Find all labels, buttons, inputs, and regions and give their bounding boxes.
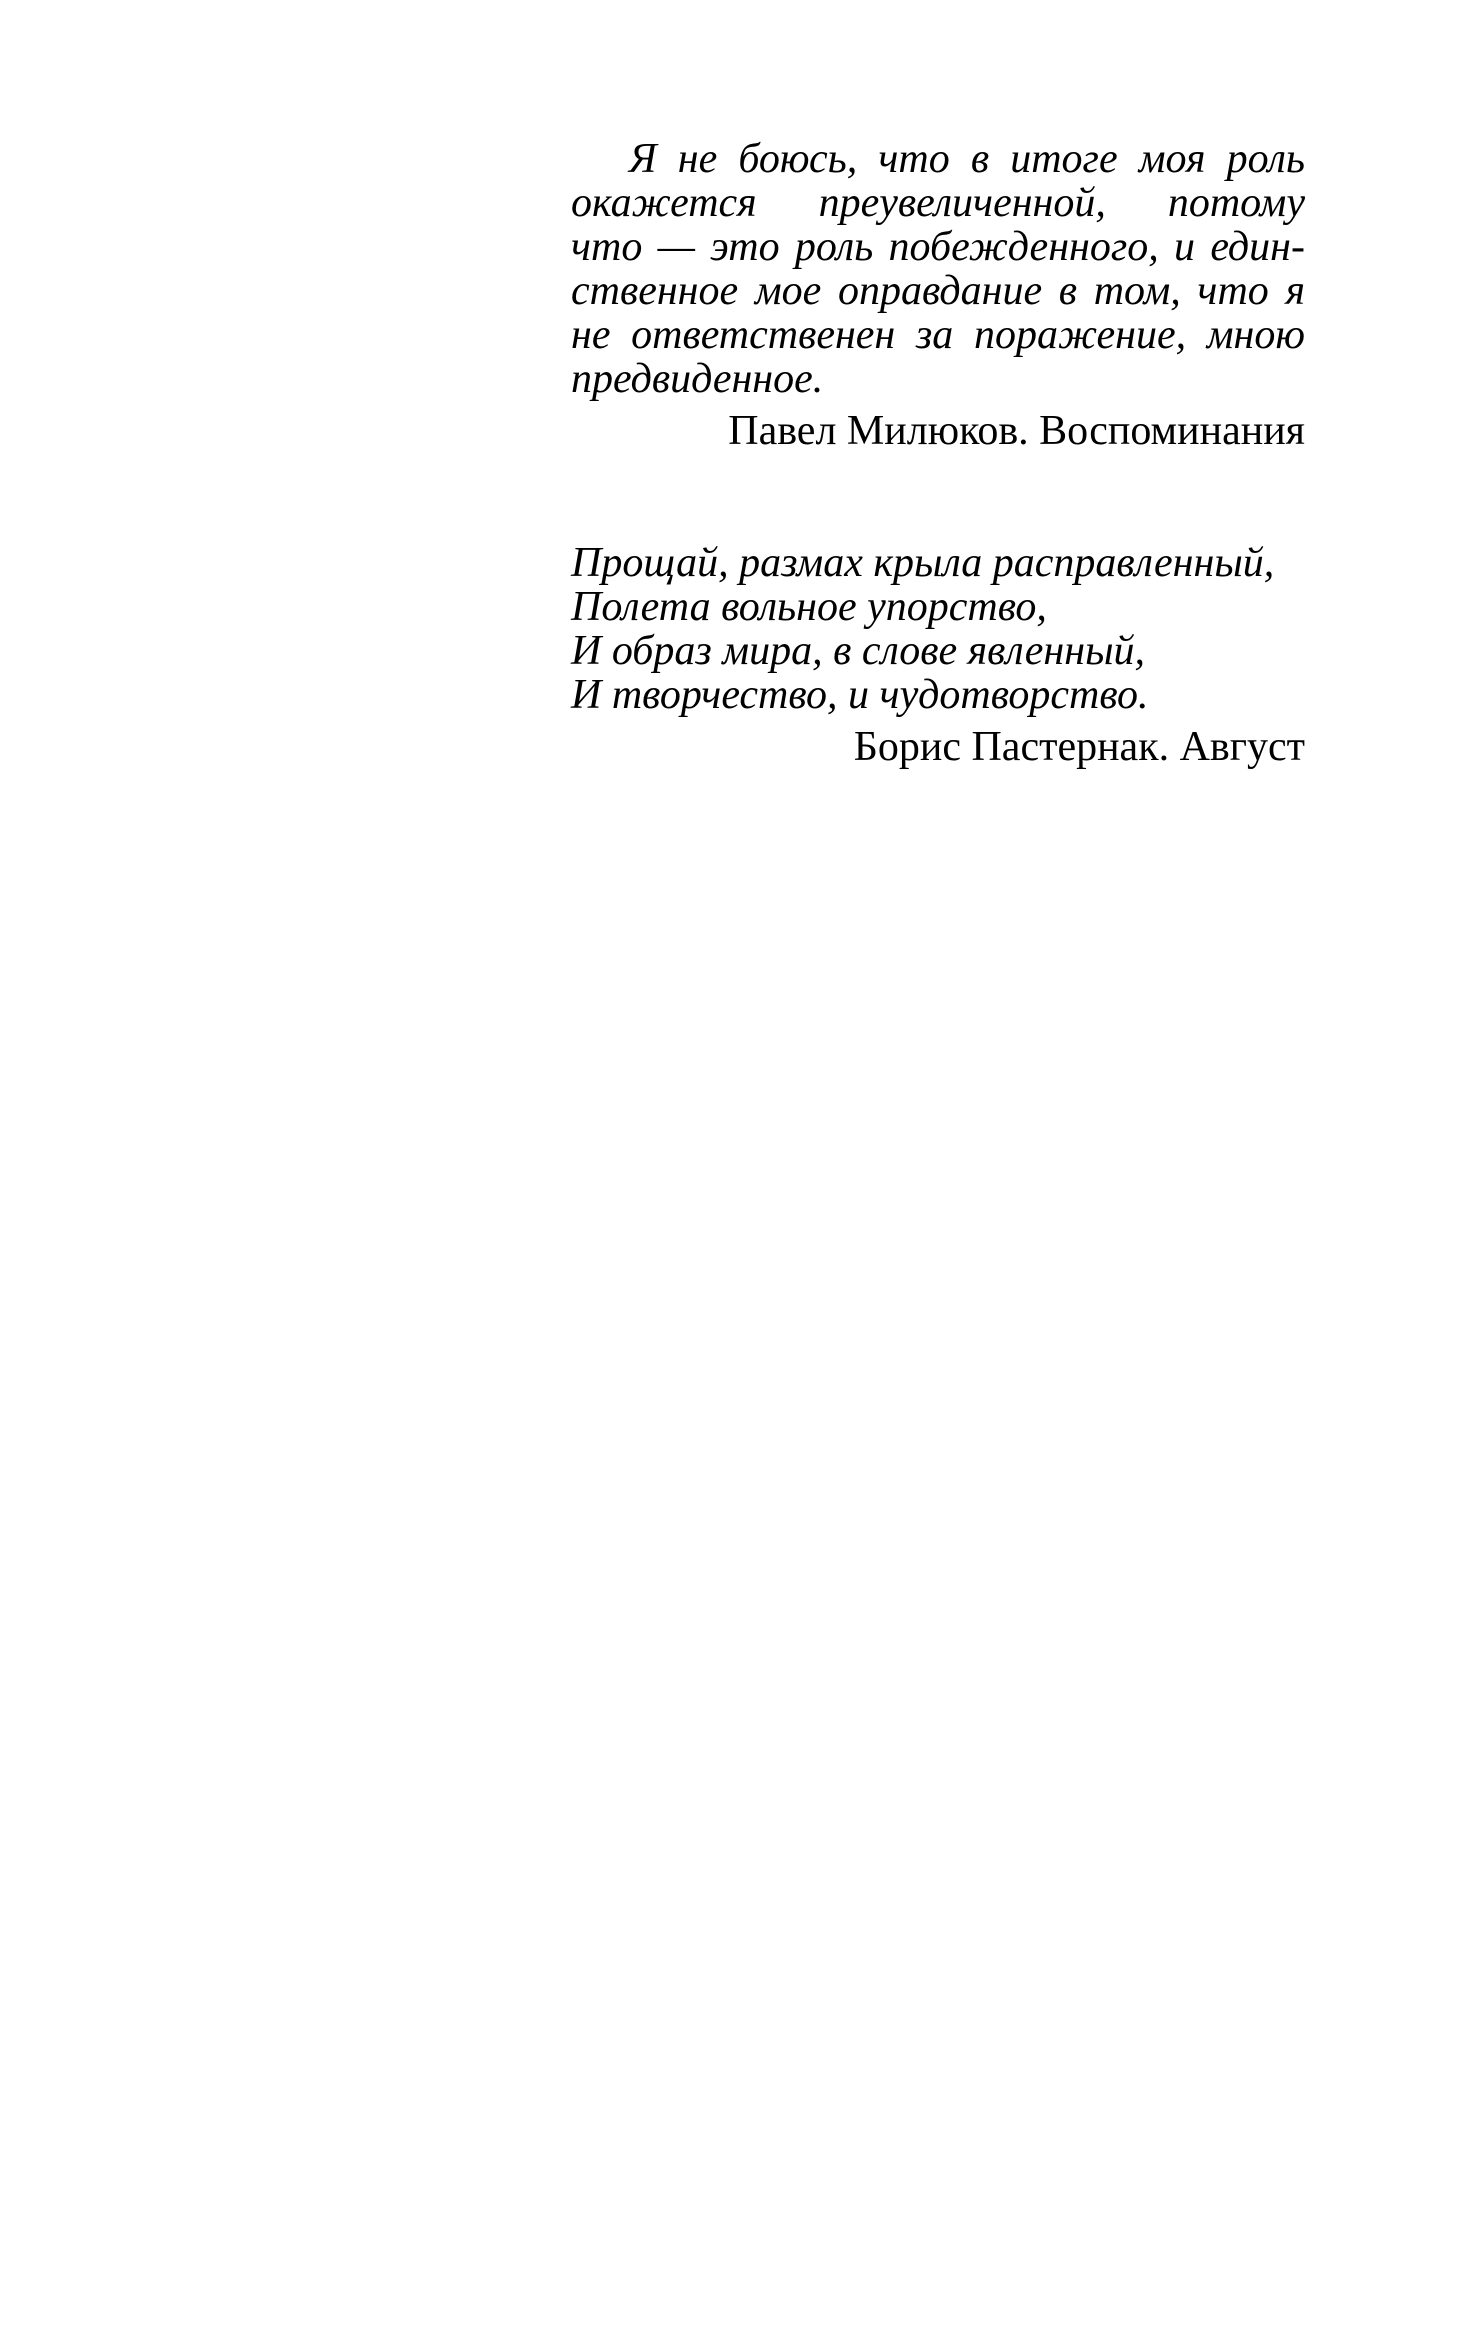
verse-line: И образ мира, в слове явленный,	[571, 628, 1146, 674]
quote-line: Я не боюсь, что в итоге моя роль	[629, 136, 1305, 182]
epigraph-quote	[571, 137, 1305, 401]
verse-line: И творчество, и чудотворство.	[571, 672, 1149, 718]
verse-line: Полета вольное упорство,	[571, 584, 1047, 630]
quote-line: ственное мое оправдание в том, что я	[571, 268, 1305, 314]
epigraph-verse	[571, 541, 1305, 717]
epigraph-pasternak	[571, 541, 1305, 769]
epigraph-milyukov	[571, 137, 1305, 453]
quote-line: окажется преувеличенной, потому	[571, 180, 1305, 226]
quote-line: предвиденное.	[571, 356, 824, 402]
epigraph-attribution: Павел Милюков. Воспоминания	[728, 408, 1305, 454]
quote-line: не ответственен за поражение, мною	[571, 312, 1305, 358]
quote-line: что — это роль побежденного, и един-	[571, 224, 1305, 270]
verse-line: Прощай, размах крыла расправленный,	[571, 540, 1275, 586]
epigraph-attribution: Борис Пастернак. Август	[853, 724, 1305, 770]
